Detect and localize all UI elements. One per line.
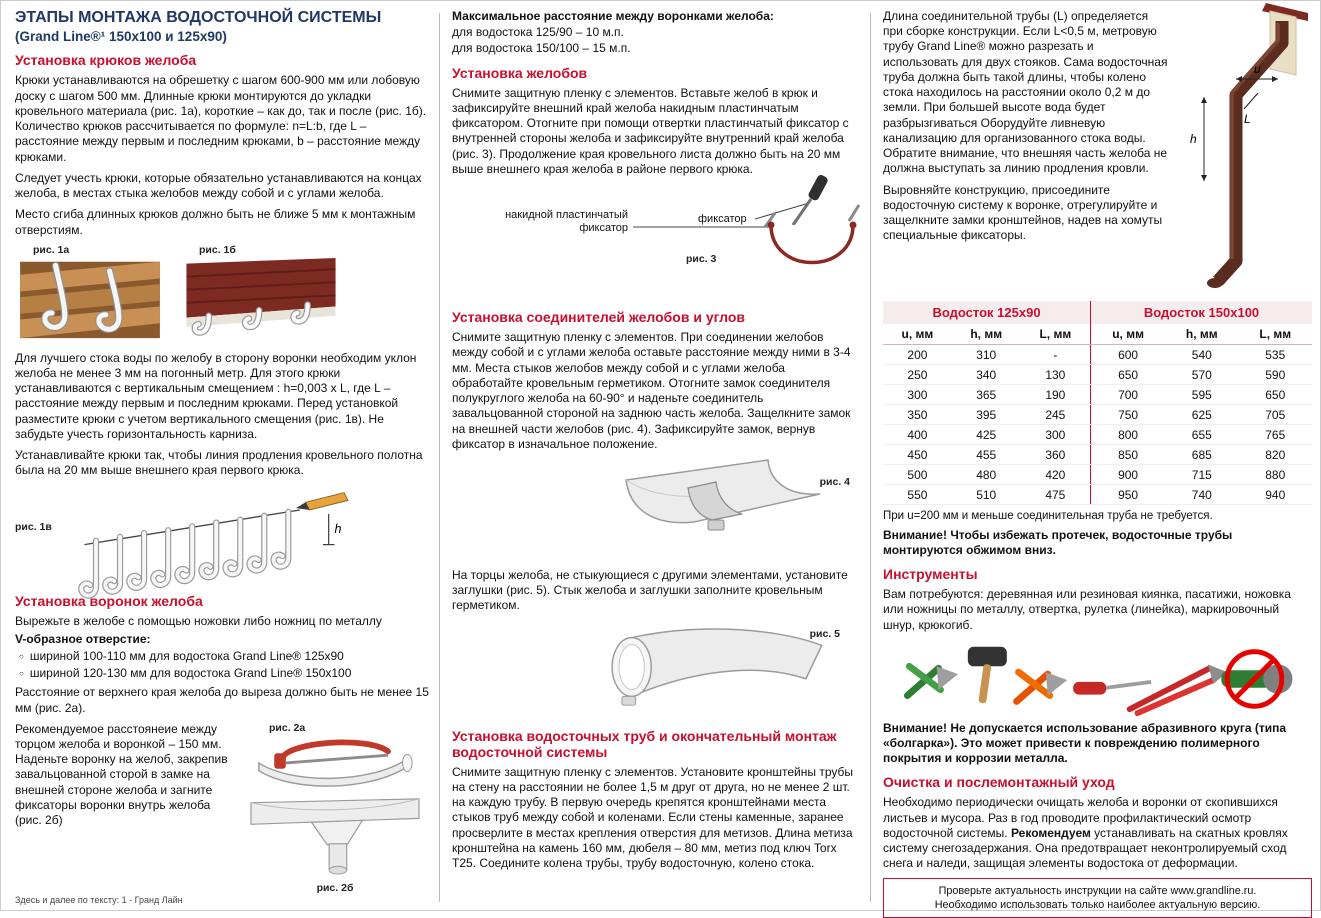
table-cell: 500 <box>883 465 952 485</box>
care-text-bold: Рекомендуем <box>1010 825 1091 840</box>
table-cell: 705 <box>1239 405 1312 425</box>
column-header: L, мм <box>1021 324 1091 345</box>
table-cell: 395 <box>952 405 1021 425</box>
column-header: h, мм <box>1165 324 1238 345</box>
warning-text: Внимание! Не допускается использование абразивного круга (типа «болгарка»). Это может привести к повреждению полимерного покрытия и коррозии металла. <box>883 720 1287 766</box>
list-item-text: шириной 100-110 мм для водостока Grand Line® 125x90 <box>29 649 344 664</box>
table-group-header: Водосток 150x100 <box>1091 301 1312 324</box>
paragraph: Следует учесть крюки, которые обязательно устанавливаются на концах желоба, в местах стыка желобов между собой и с углами желоба. <box>15 170 422 201</box>
warning-text: Внимание! Чтобы избежать протечек, водосточные трубы монтируются обжимом вниз. <box>883 527 1233 557</box>
section-heading-connectors: Установка соединителей желобов и углов <box>452 309 745 326</box>
table-cell: 685 <box>1165 445 1238 465</box>
table-cell: 455 <box>952 445 1021 465</box>
figure-1v <box>15 485 429 585</box>
update-notice-box <box>883 878 1312 918</box>
table-row <box>883 425 1312 445</box>
table-cell: 800 <box>1091 425 1166 445</box>
table-cell: 655 <box>1165 425 1238 445</box>
table-cell: 365 <box>952 385 1021 405</box>
update-notice-line: Проверьте актуальность инструкции на сайте www.grandline.ru. <box>938 884 1257 897</box>
table-row <box>883 385 1312 405</box>
update-notice-line: Необходимо использовать только наиболее актуальную версию. <box>934 898 1261 911</box>
figure-caption: рис. 2б <box>316 881 354 894</box>
figure-1b <box>181 244 341 345</box>
paragraph: Вам потребуются: деревянная или резиновая киянка, пасатижи, ножовка или ножницы по металлу, отвертка, рулетка (линейка), маркировочный шнур, крюкогиб. <box>883 587 1291 632</box>
list-item <box>19 666 429 682</box>
table-cell: 600 <box>1091 345 1166 365</box>
list-item-text: шириной 120-130 мм для водостока Grand Line® 150x100 <box>29 665 352 680</box>
table-cell: 310 <box>952 345 1021 365</box>
table-cell: 200 <box>883 345 952 365</box>
table-cell: 940 <box>1239 485 1312 505</box>
table-cell: 480 <box>952 465 1021 485</box>
table-cell: 590 <box>1239 365 1312 385</box>
max-distance-title: Максимальное расстояние между воронками желоба: <box>452 9 774 23</box>
table-cell: 650 <box>1239 385 1312 405</box>
paragraph: Вырежьте в желобе с помощью ножовки либо ножниц по металлу <box>15 613 382 628</box>
figure-caption: рис. 3 <box>686 253 717 266</box>
paragraph: Расстояние от верхнего края желоба до выреза должно быть не менее 15 мм (рис. 2а). <box>15 685 429 715</box>
table-row <box>883 405 1312 425</box>
table-cell: 300 <box>883 385 952 405</box>
paragraph: Место сгиба длинных крюков должно быть не ближе 5 мм к монтажным отверстиям. <box>15 207 416 237</box>
gutter-end-cap-image <box>594 620 829 714</box>
table-row <box>883 445 1312 465</box>
funnel-install-block <box>15 721 429 894</box>
figure-caption: рис. 1б <box>199 243 236 256</box>
figure-4 <box>452 458 858 564</box>
gutter-cross-section-image <box>452 183 858 301</box>
table-group-header-row <box>883 301 1312 324</box>
table-cell: 540 <box>1165 345 1238 365</box>
table-cell: 595 <box>1165 385 1238 405</box>
column-header: h, мм <box>952 324 1021 345</box>
fanned-hooks-image <box>71 485 371 585</box>
table-cell: 360 <box>1021 445 1091 465</box>
downpipe-section <box>883 9 1312 244</box>
care-text: Необходимо периодически очищать желоба и воронки от скопившихся листьев и мусора. Раз в год проводите профилактический осмотр водосточной системы. <box>883 795 1278 840</box>
section-heading-care: Очистка и послемонтажный уход <box>883 774 1115 791</box>
column-header: L, мм <box>1239 324 1312 345</box>
mallet-icon <box>968 647 1007 704</box>
hooks-on-battens-image <box>15 258 165 340</box>
page-title: ЭТАПЫ МОНТАЖА ВОДОСТОЧНОЙ СИСТЕМЫ <box>15 9 382 26</box>
table-cell: 425 <box>952 425 1021 445</box>
table-body <box>883 345 1312 505</box>
table-cell: 700 <box>1091 385 1166 405</box>
figure-caption: рис. 2а <box>269 721 306 734</box>
table-cell: 340 <box>952 365 1021 385</box>
figure-5 <box>452 620 858 720</box>
paragraph: Снимите защитную пленку с элементов. Установите кронштейны трубы на стену на расстоянии не более 1,5 м друг от друга, но не менее 2 шт. на каждую трубу. В первую очередь крепятся кронштейнами места стыков труб между собой и коленами. Если стены каменные, заранее просверлите в местах крепления отверстия для метизов. Длина метиза кронштейна на камень 160 мм, дюбеля – 80 мм, метиз под ключ Torx T25. Соедините колена трубы, трубу водосточную, колено стока. <box>452 764 853 871</box>
downpipe-diagram <box>1174 9 1312 301</box>
table-row <box>883 345 1312 365</box>
table-cell: 850 <box>1091 445 1166 465</box>
footnote: Здесь и далее по тексту: 1 - Гранд Лайн <box>15 895 183 905</box>
table-cell: 420 <box>1021 465 1091 485</box>
figure-3-label: накидной пластинчатый фиксатор <box>505 209 628 235</box>
figure-caption: рис. 5 <box>809 627 840 640</box>
paragraph: Снимите защитную пленку с элементов. Вставьте желоб в крюк и зафиксируйте внешний край желоба накидным пластинчатым фиксатором. Отогните при помощи отвертки пластинчатый фиксатор с внутренней стороны желоба и зафиксируйте внутренний край желоба (рис. 3). Продолжение края кровельного листа должно быть на 20 мм выше внешнего края желоба в районе первого крюка. <box>452 85 849 176</box>
care-text: устанавливать на скатных кровлях систему снегозадержания. Она предотвращает неконтролируемый сход снега и наледи, защищая элементы водостока от деформации. <box>883 825 1288 871</box>
hacksaw-cutting-gutter-image <box>250 734 420 788</box>
table-row <box>883 365 1312 385</box>
bullet-icon: ○ <box>19 652 24 662</box>
funnel-on-gutter-image <box>245 793 425 877</box>
table-cell: 250 <box>883 365 952 385</box>
paragraph: Выровняйте конструкцию, присоедините водосточную систему к воронке, отрегулируйте и защелкните замки кронштейнов, надев на хомуты специальные фиксаторы. <box>883 182 1163 243</box>
paragraph: Устанавливайте крюки так, чтобы линия продления кровельного полотна была на 20 мм выше внешнего края первого крюка. <box>15 448 423 478</box>
figure-3 <box>452 183 858 301</box>
paragraph <box>883 795 1312 871</box>
gutter-connector-image <box>620 458 832 560</box>
table-cell: 950 <box>1091 485 1166 505</box>
table-row <box>883 485 1312 505</box>
table-cell: 900 <box>1091 465 1166 485</box>
screwdriver-icon <box>1073 682 1151 695</box>
figure-1a <box>15 244 165 345</box>
figures-2a-2b <box>241 722 429 894</box>
table-group-header: Водосток 125x90 <box>883 301 1091 324</box>
paragraph: Длина соединительной трубы (L) определяется при сборке конструкции. Если L<0,5 м, метровую трубу Grand Line® можно разрезать и использовать для двух стояков. Сама водосточная труба должна быть такой длины, чтобы колено стока находилось на расстоянии около 0,2 м до земли. При большей высоте вода будет разбрызгиваться Оборудуйте ливневую канализацию для организованного стока воды. Обратите внимание, что внешняя часть желоба не должна выступать за линию продления кровли. <box>883 9 1168 176</box>
table-cell: 130 <box>1021 365 1091 385</box>
v-opening-label: V-образное отверстие: <box>15 631 151 646</box>
dimension-u-label: u <box>1254 62 1261 76</box>
screwdriver-icon <box>807 174 829 202</box>
table-cell: 650 <box>1091 365 1166 385</box>
figure-3-label: фиксатор <box>698 213 747 226</box>
column-left <box>15 9 439 906</box>
max-distance-item: для водостока 125/90 – 10 м.п. <box>452 25 624 40</box>
table-cell: 245 <box>1021 405 1091 425</box>
dimensions-table <box>883 301 1312 505</box>
column-header: u, мм <box>1091 324 1166 345</box>
max-distance-item: для водостока 150/100 – 15 м.п. <box>452 41 631 56</box>
table-cell: 400 <box>883 425 952 445</box>
table-cell: 300 <box>1021 425 1091 445</box>
table-row <box>883 465 1312 485</box>
pliers-icon <box>907 666 958 695</box>
table-cell: 550 <box>883 485 952 505</box>
table-cell: 750 <box>1091 405 1166 425</box>
list-item <box>19 649 429 665</box>
figure-caption: рис. 4 <box>819 475 850 488</box>
paragraph: Снимите защитную пленку с элементов. При соединении желобов между собой и с углами желоба оставьте расстояние между ними в 3-4 мм. Места стыков желобов между собой и с углами желоба обработайте кровельным герметиком. Отогните замок соединителя полукруглого желоба на 60-90° и наденьте соединитель завальцованной стороной на заднюю часть желоба. Защелкните замок на внешней части желобов (рис. 4). Зафиксируйте замок, вернув фиксатор в изначальное положение. <box>452 330 851 451</box>
section-heading-hooks: Установка крюков желоба <box>15 52 197 69</box>
hook-bender-icon <box>1130 664 1228 713</box>
table-note: При u=200 мм и меньше соединительная труба не требуется. <box>883 510 1213 522</box>
dimension-l-label: L <box>1244 112 1251 126</box>
paragraph: На торцы желоба, не стыкующиеся с другими элементами, установите заглушки (рис. 5). Стык желоба и заглушки заполните кровельным герметиком. <box>452 567 848 613</box>
paragraph: Для лучшего стока воды по желобу в сторону воронки необходим уклон желоба не менее 3 мм на погонный метр. Для этого крюки устанавливаются с вертикальным смещением : h=0,003 x L, где L – расстояние между первым и последним крюками. Перед установкой разместите крюки с учетом вертикального смещения (рис. 1в). Не забудьте учесть горизонтальность карниза. <box>15 350 417 441</box>
table-cell: 820 <box>1239 445 1312 465</box>
figure-caption: рис. 1а <box>33 243 70 256</box>
bullet-icon: ○ <box>19 668 24 678</box>
dimension-h-label: h <box>1190 132 1197 146</box>
figures-1a-1b <box>15 244 429 345</box>
section-heading-gutters: Установка желобов <box>452 64 588 81</box>
table-cell: 740 <box>1165 485 1238 505</box>
table-cell: 350 <box>883 405 952 425</box>
paragraph: Крюки устанавливаются на обрешетку с шагом 600-900 мм или лобовую доску с шагом 500 мм. Длинные крюки монтируются до укладки кровельного материала (рис. 1а), короткие – как до, так и после (рис. 1б). Количество крюков рассчитывается по формуле: n=L:b, где L – расстояние между первым и последним крюками, b – расстояние между крюками. <box>15 73 427 164</box>
column-header: u, мм <box>883 324 952 345</box>
pencil-icon <box>306 492 348 509</box>
table-cell: 570 <box>1165 365 1238 385</box>
figure-caption: рис. 1в <box>15 520 52 533</box>
page-subtitle: (Grand Line®¹ 150x100 и 125x90) <box>15 29 227 45</box>
table-cell: 475 <box>1021 485 1091 505</box>
nippers-icon <box>1017 672 1068 701</box>
tools-photo <box>883 639 1312 717</box>
table-cell: 510 <box>952 485 1021 505</box>
table-cell: 450 <box>883 445 952 465</box>
table-column-header-row <box>883 324 1312 345</box>
table-cell: - <box>1021 345 1091 365</box>
dimension-h-label: h <box>334 521 342 536</box>
table-cell: 880 <box>1239 465 1312 485</box>
table-cell: 765 <box>1239 425 1312 445</box>
section-heading-funnels: Установка воронок желоба <box>15 592 203 609</box>
table-cell: 535 <box>1239 345 1312 365</box>
section-heading-pipes: Установка водосточных труб и окончательный монтаж водосточной системы <box>452 727 837 760</box>
paragraph: Рекомендуемое расстоянеие между торцом желоба и воронкой – 150 мм. Наденьте воронку на желоб, закрепив завальцованной сторой в замке на внешней стороне желоба и загните фиксаторы воронки внутрь желоба (рис. 2б) <box>15 721 228 828</box>
section-heading-tools: Инструменты <box>883 566 978 583</box>
column-right <box>871 9 1312 911</box>
hooks-on-roof-edge-image <box>181 258 341 340</box>
table-cell: 625 <box>1165 405 1238 425</box>
table-cell: 190 <box>1021 385 1091 405</box>
column-middle <box>440 9 870 906</box>
table-cell: 715 <box>1165 465 1238 485</box>
